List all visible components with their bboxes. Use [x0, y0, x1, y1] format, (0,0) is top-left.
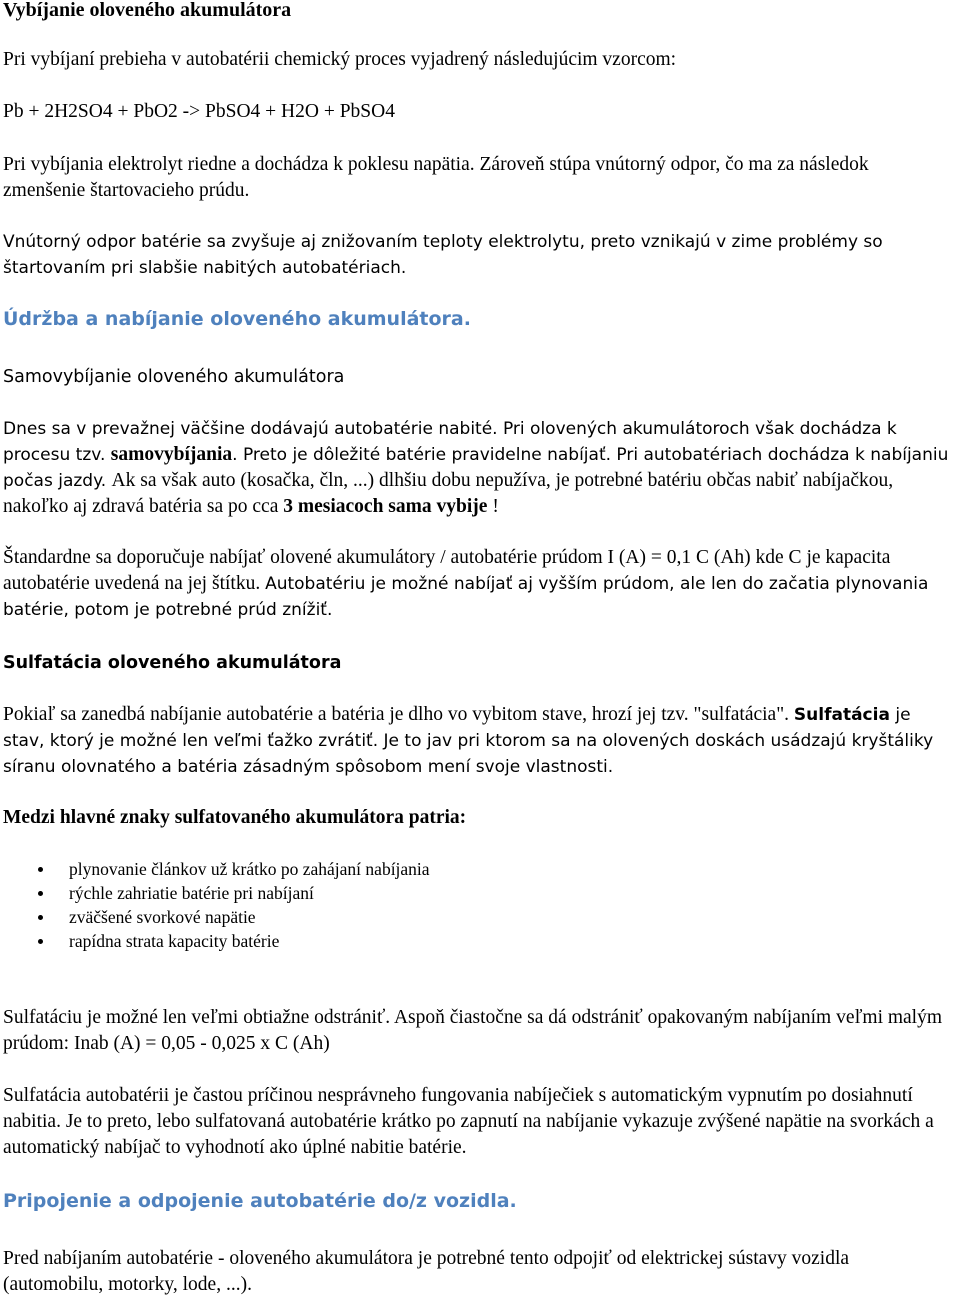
heading-sulfation-signs: Medzi hlavné znaky sulfatovaného akumulátora patria:	[3, 807, 467, 828]
bullet-icon	[38, 867, 43, 872]
paragraph-charger-issue: Sulfatácia autobatérii je častou príčinou nesprávneho fungovania nabíječiek s automatickým vypnutím po dosiahnutí nabitia. Je to preto, lebo sulfatovaná autobatérie krátko po zapnutí na nabíjanie vykazuje zvýšené napätie na svorkách a automatický nabíjač to vyhodnotí ako úplné nabitie batérie.	[3, 1085, 934, 1158]
paragraph-sulfation: Pokiaľ sa zanedbá nabíjanie autobatérie a batéria je dlho vo vybitom stave, hrozí jej tzv. "sulfatácia". Sulfatácia je stav, ktorý je možné len veľmi ťažko zvrátiť. Je to jav pri ktorom sa na olovených doskách usádzajú kryštáliky síranu olovnatého a batéria zásadným spôsobom mení svoje vlastnosti.	[3, 704, 934, 777]
paragraph-internal-resistance: Vnútorný odpor batérie sa zvyšuje aj znižovaním teploty elektrolytu, preto vznikajú v zime problémy so štartovaním pri slabšie nabitých autobatériach.	[3, 232, 883, 278]
list-item: plynovanie článkov už krátko po zahájaní nabíjania	[3, 857, 430, 881]
heading-maintenance: Údržba a nabíjanie oloveného akumulátora.	[3, 308, 471, 330]
sulfation-signs-list	[3, 857, 430, 953]
heading-connect-disconnect: Pripojenie a odpojenie autobatérie do/z vozidla.	[3, 1190, 517, 1212]
paragraph-self-discharge: Dnes sa v prevažnej väčšine dodávajú autobatérie nabité. Pri olovených akumulátoroch však dochádza k procesu tzv. samovybíjania. Preto je dôležité batérie pravidelne nabíjať. Pri autobatériach dochádza k nabíjaniu počas jazdy. Ak sa však auto (kosačka, čln, ...) dlhšiu dobu nepužíva, je potrebné batériu občas nabiť nabíjačkou, nakoľko aj zdravá batéria sa po cca 3 mesiacoch sama vybije !	[3, 419, 949, 517]
paragraph-electrolyte: Pri vybíjania elektrolyt riedne a dochádza k poklesu napätia. Zároveň stúpa vnútorný odpor, čo ma za následok zmenšenie štartovacieho prúdu.	[3, 154, 869, 201]
heading-sulfation: Sulfatácia oloveného akumulátora	[3, 653, 342, 673]
list-item: rapídna strata kapacity batérie	[3, 929, 430, 953]
paragraph-charging-current: Štandardne sa doporučuje nabíjať olovené akumulátory / autobatérie prúdom I (A) = 0,1 C (Ah) kde C je kapacita autobatérie uvedená na jej štítku. Autobatériu je možné nabíjať aj vyšším prúdom, ale len do začatia plynovania batérie, potom je potrebné prúd znížiť.	[3, 547, 929, 620]
chemical-formula: Pb + 2H2SO4 + PbO2 -> PbSO4 + H2O + PbSO4	[3, 101, 395, 122]
paragraph-disconnect: Pred nabíjaním autobatérie - oloveného akumulátora je potrebné tento odpojiť od elektrickej sústavy vozidla (automobilu, motorky, lode, ...).	[3, 1248, 850, 1295]
page-title: Vybíjanie oloveného akumulátora	[3, 0, 292, 21]
list-item: rýchle zahriatie batérie pri nabíjaní	[3, 881, 430, 905]
bullet-icon	[38, 891, 43, 896]
heading-self-discharge: Samovybíjanie oloveného akumulátora	[3, 367, 345, 387]
paragraph-discharge-intro: Pri vybíjaní prebieha v autobatérii chemický proces vyjadrený následujúcim vzorcom:	[3, 49, 677, 70]
bullet-icon	[38, 939, 43, 944]
bullet-icon	[38, 915, 43, 920]
paragraph-sulfation-removal: Sulfatáciu je možné len veľmi obtiažne odstrániť. Aspoň čiastočne sa dá odstrániť opakovaným nabíjaním veľmi malým prúdom: Inab (A) = 0,05 - 0,025 x C (Ah)	[3, 1007, 943, 1054]
list-item: zväčšené svorkové napätie	[3, 905, 430, 929]
